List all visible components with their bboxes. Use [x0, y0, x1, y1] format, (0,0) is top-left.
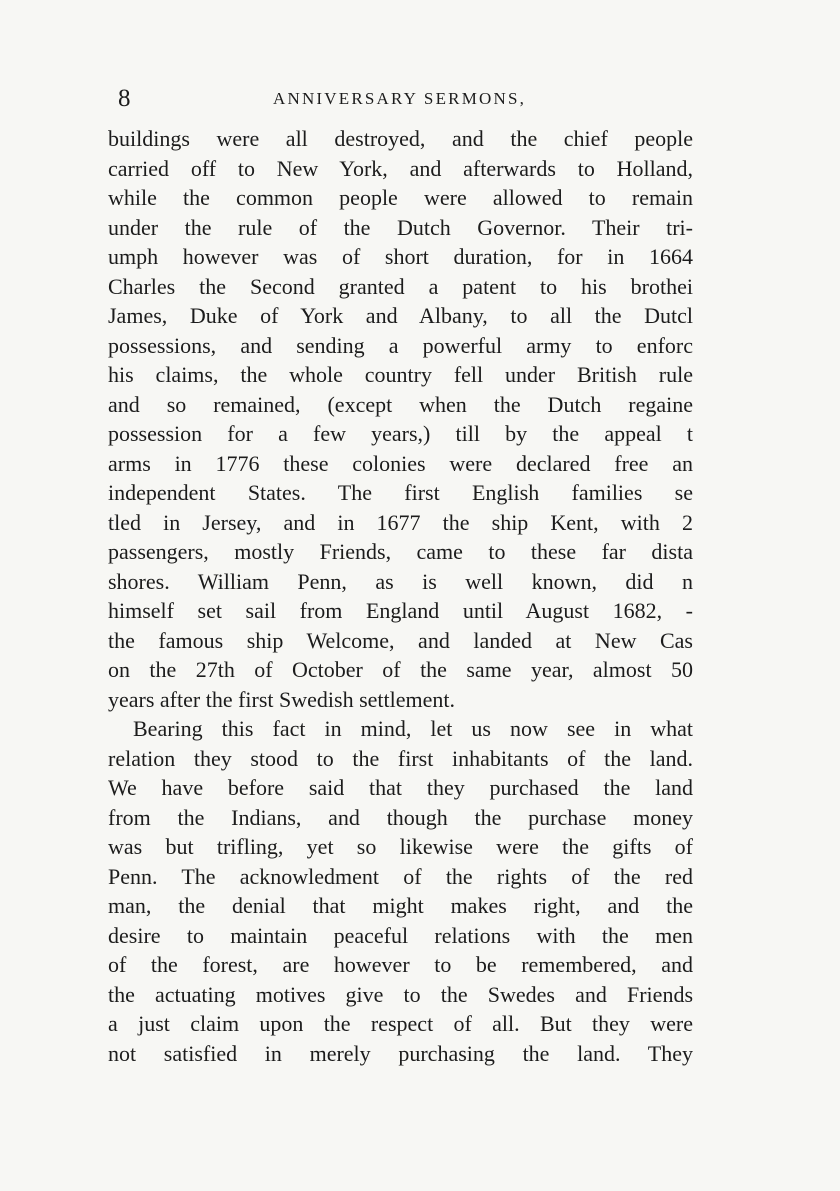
text-line: relation they stood to the first inhabitants of the land. [108, 745, 693, 771]
text-line: shores. William Penn, as is well known, did n [108, 568, 693, 594]
page-number: 8 [118, 85, 131, 112]
text-line: while the common people were allowed to remain [108, 185, 693, 210]
text-line: possessions, and sending a powerful army to enforc [108, 332, 693, 358]
text-line: passengers, mostly Friends, came to these far dista [108, 539, 693, 564]
text-line: man, the denial that might makes right, and the [108, 893, 693, 918]
text-line: on the 27th of October of the same year, almost 50 [108, 657, 693, 682]
text-line: possession for a few years,) till by the appeal t [108, 421, 693, 446]
text-line: desire to maintain peaceful relations with the men [108, 922, 693, 948]
text-line: Charles the Second granted a patent to his brothei [108, 273, 693, 299]
text-line: and so remained, (except when the Dutch regaine [108, 391, 693, 417]
page-header [118, 84, 693, 114]
text-line: was but trifling, yet so likewise were the gifts of [108, 834, 693, 859]
text-line: under the rule of the Dutch Governor. Their tri- [108, 214, 693, 240]
text-line: buildings were all destroyed, and the chief people [108, 126, 693, 151]
text-line: his claims, the whole country fell under British rule [108, 362, 693, 387]
text-line: arms in 1776 these colonies were declared free an [108, 450, 693, 476]
text-line: tled in Jersey, and in 1677 the ship Kent, with 2 [108, 509, 693, 535]
text-line: from the Indians, and though the purchase money [108, 804, 693, 830]
text-line: the famous ship Welcome, and landed at New Cas [108, 627, 693, 653]
text-line: Penn. The acknowledment of the rights of the red [108, 863, 693, 889]
paragraph-start-line: Bearing this fact in mind, let us now see in what [133, 716, 693, 741]
text-line: the actuating motives give to the Swedes and Friends [108, 981, 693, 1007]
text-line: umph however was of short duration, for in 1664 [108, 244, 693, 269]
text-line: himself set sail from England until August 1682, - [108, 598, 693, 623]
text-line: a just claim upon the respect of all. But they were [108, 1011, 693, 1036]
text-line: of the forest, are however to be remembered, and [108, 952, 693, 977]
text-line: carried off to New York, and afterwards to Holland, [108, 155, 693, 181]
text-line: independent States. The first English families se [108, 480, 693, 505]
text-line: James, Duke of York and Albany, to all the Dutcl [108, 303, 693, 328]
text-line: not satisfied in merely purchasing the land. They [108, 1040, 693, 1066]
text-line: years after the first Swedish settlement. [108, 686, 456, 712]
running-head: ANNIVERSARY SERMONS, [273, 89, 527, 108]
body-text [108, 124, 693, 1068]
text-line: We have before said that they purchased the land [108, 775, 693, 800]
